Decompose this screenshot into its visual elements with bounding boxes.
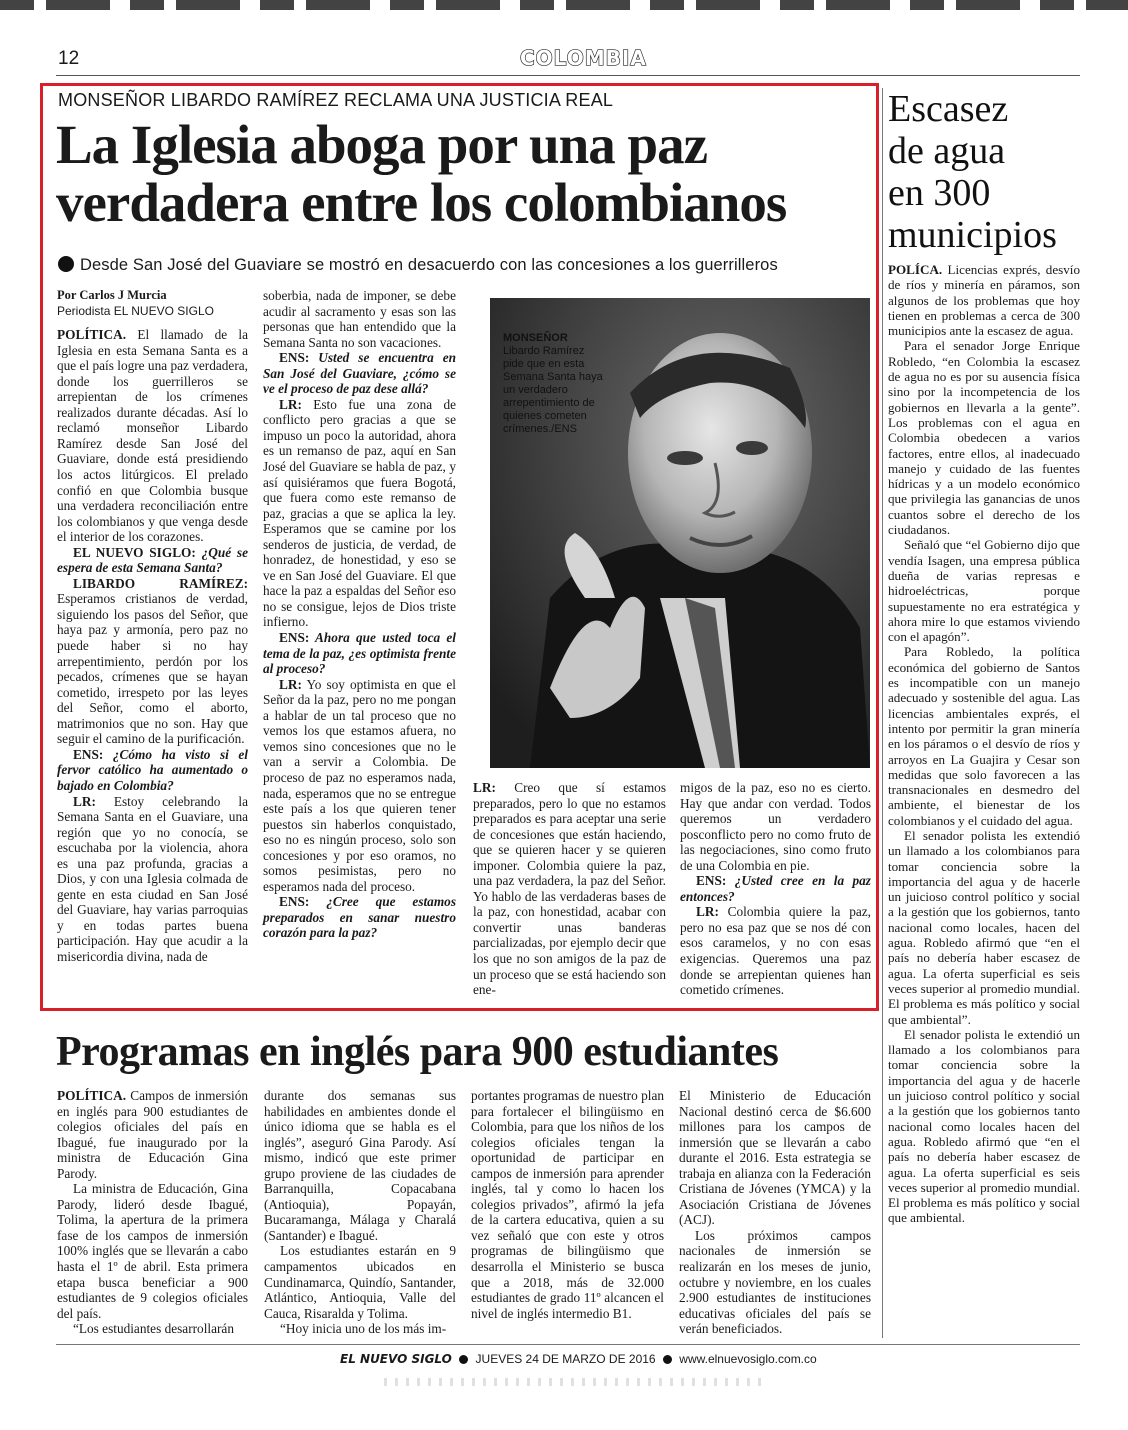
paragraph <box>263 288 456 350</box>
paragraph <box>473 780 666 998</box>
paragraph-lead: LR: <box>696 904 719 920</box>
bottom-headline: Programas en inglés para 900 estudiantes <box>56 1029 779 1075</box>
paragraph-text: Colombia quiere la paz, pero no esa paz que se nos dé con esos caramelos, y no con esas exigencias. Queremos una paz donde se arrepientan quienes han cometido crímenes. <box>680 904 871 998</box>
paragraph-text: migos de la paz, eso no es cierto. Hay que andar con verdad. Todos queremos un verdadero posconflicto pero no como fruto de las negociaciones, sino como fruto de una Colombia en pie. <box>680 780 871 873</box>
footer-url: www.elnuevosiglo.com.co <box>679 1352 817 1366</box>
paragraph-lead: LIBARDO RAMÍREZ: <box>73 575 248 591</box>
paragraph-text: El Ministerio de Educación Nacional destinó cerca de $6.600 millones para los campos de inmersión que se llevarán a cabo durante el 2016. Esta estrategia se trabaja en alianza con la Federación Cristiana de Jóvenes (YMCA) y la Asociación Cristiana de Jóvenes (ACJ). <box>679 1088 871 1228</box>
footer-logo: EL NUEVO SIGLO <box>340 1352 452 1366</box>
paragraph <box>263 630 456 677</box>
paragraph-text: Esto fue una zona de conflicto pero gracias a que se impuso un poco la autoridad, ahora es un remanso de paz, aquí en San José del Guaviare se habla de paz, y así quisiéramos que fuera Bogotá, que fuera como este remanso de paz, gracias a que se aplica la ley. Esperamos que se camine por los senderos de justicia, de verdad, de honradez, de honestidad, y eso se ve en San José del Guaviare. El que hace la paz a espaldas del Señor eso no se consigue, lejos de Dios triste infierno. <box>263 396 456 630</box>
main-col-3 <box>473 780 666 998</box>
bullet-icon <box>58 256 74 272</box>
paragraph <box>888 1027 1080 1226</box>
paragraph <box>263 677 456 895</box>
footer <box>340 1352 817 1366</box>
paragraph-lead: LR: <box>473 780 496 795</box>
headline-line-2: verdadera entre los colombianos <box>56 172 787 233</box>
paragraph <box>263 894 456 941</box>
paragraph-lead: ENS: <box>279 630 310 646</box>
paragraph-text: “Hoy inicia uno de los más im- <box>280 1321 447 1337</box>
side-headline <box>888 88 1088 256</box>
paragraph-text: El llamado de la Iglesia en esta Semana Santa es a que el país logre una paz verdadera, donde los guerrilleros se arrepientan de los crímenes realizados durante décadas. Así lo reclamó monseñor Libardo Ramírez desde San José del Guaviare, donde está presidiendo los actos litúrgicos. El prelado confió en que Colombia busque una verdadera reconciliación entre los colombianos y que venga desde el interior de los corazones. <box>57 327 248 545</box>
paragraph-text: durante dos semanas sus habilidades en ambientes donde el único idioma que se habla es el inglés”, aseguró Gina Parody. Así mismo, indicó que este primer grupo proviene de las ciudades de Barranquilla, Copacabana (Antioquia), Popayán, Bucaramanga, Málaga y Charalá (Santander) e Ibagué. <box>264 1088 456 1243</box>
paragraph-lead: POLÍTICA. <box>57 327 127 343</box>
paragraph-lead: LR: <box>279 676 302 692</box>
headline-line-1: La Iglesia aboga por una paz <box>56 114 707 175</box>
paragraph <box>888 828 1080 1027</box>
paragraph <box>57 576 248 747</box>
photo-caption <box>503 332 603 436</box>
paragraph <box>57 747 248 794</box>
section-title: COLOMBIA <box>520 46 647 70</box>
paragraph <box>57 1321 248 1337</box>
main-col-2-body <box>263 288 456 941</box>
interview-question: ¿Cree que estamos preparados en sanar nuestro corazón para la paz? <box>263 894 456 941</box>
paragraph <box>57 1088 248 1181</box>
footer-scan-marks <box>384 1378 764 1386</box>
bottom-col-4-body <box>679 1088 871 1337</box>
paragraph-text: Campos de inmersión en inglés para 900 estudiantes de colegios oficiales del país en Ibagué, fue inaugurado por la ministra de Educación Gina Parody. <box>57 1088 248 1181</box>
paragraph-lead: POLÍTICA. <box>57 1088 127 1103</box>
paragraph <box>57 1181 248 1321</box>
footer-bullet-icon <box>663 1355 672 1364</box>
paragraph-text: La ministra de Educación, Gina Parody, lideró desde Ibagué, Tolima, la apertura de la primera fase de los campos de inmersión 100% inglés que se llevarán a cabo hasta el 1º de abril. Esta primera etapa busca beneficiar a 900 estudiantes de 9 colegios oficiales del país. <box>57 1181 248 1321</box>
paragraph-lead: ENS: <box>696 873 727 889</box>
main-col-2 <box>263 288 456 941</box>
paragraph-text: Los próximos campos nacionales de inmersión se realizarán en los meses de junio, octubre y noviembre, en los cuales 2.900 estudiantes de instituciones educativas oficiales del país se verán beneficiados. <box>679 1227 871 1337</box>
side-column-rule <box>882 88 883 1338</box>
interview-question: ¿Usted cree en la paz entonces? <box>680 873 871 904</box>
paragraph <box>57 327 248 545</box>
paragraph-text: Yo soy optimista en que el Señor da la paz, pero no me pongan a hablar de un tal proceso que no vemos los que estamos afuera, no vemos sino concesiones que no le van a servir a Colombia. De proceso de paz no esperamos nada, nada, esperamos que no se entregue este país a los que quieren tener puestos sin haberlos conquistado, eso no es ningún proceso, solo son concesiones y por eso oramos, no somos pesimistas, pero no esperamos nada del proceso. <box>263 676 456 894</box>
main-col-4 <box>680 780 871 998</box>
top-edge-scan-marks <box>0 0 1128 10</box>
main-col-1-body <box>57 327 248 964</box>
paragraph-text: Para el senador Jorge Enrique Robledo, “en Colombia la escasez de agua no es por su ausencia física sino por la incompetencia de los gobiernos en llevarla a la gente”. Los problemas con el agua en Colombia obedecen a varios factores, entre ellos, al inadecuado manejo y cuidado de las fuentes hídricas y a un modelo económico que privilegia las ganancias de unos cuantos sobre el derecho de los ciudadanos. <box>888 338 1080 538</box>
paragraph-text: El senador polista les extendió un llamado a los colombianos para tomar conciencia sobre la importancia del agua y de hacerle un juicioso control político y social a la gestión que los gobiernos, tanto nacional como locales, hacen del agua. Robledo afirmó que “en el país no debería haber escasez de agua. La oferta superficial es seis veces superior al promedio mundial. El problema es más político y social que ambiental”. <box>888 827 1080 1027</box>
paragraph <box>264 1088 456 1243</box>
side-headline-line-4: municipios <box>888 214 1057 256</box>
bottom-col-2 <box>264 1088 456 1337</box>
paragraph <box>471 1088 664 1321</box>
interview-question: ¿Qué se espera de esta Semana Santa? <box>57 544 248 576</box>
page-number: 12 <box>58 48 80 69</box>
paragraph-lead: LR: <box>279 396 302 412</box>
paragraph-text: soberbia, nada de imponer, se debe acudir al sacramento y esas son las personas que han entendido que la Semana Santa no son vacaciones. <box>263 288 456 350</box>
paragraph-lead: ENS: <box>279 350 310 366</box>
paragraph <box>888 644 1080 828</box>
paragraph <box>680 904 871 997</box>
paragraph-lead: POLÍCA. <box>888 262 943 277</box>
paragraph-text: Creo que sí estamos preparados, pero lo que no estamos preparados es para aceptar una serie de concesiones que están haciendo, que se quieren hacer y se quieren imponer. Colombia quiere la paz, una paz verdadera, la paz del Señor. Yo hablo de las verdaderas bases de la paz, con honestidad, acabar con convertir unas banderas parcializadas, por ejemplo decir que los que no son amigos de la paz de un proceso que se está haciendo son ene- <box>473 780 666 998</box>
article-headline <box>56 116 876 232</box>
deck-text: Desde San José del Guaviare se mostró en desacuerdo con las concesiones a los guerrilleros <box>80 256 778 274</box>
bottom-col-1 <box>57 1088 248 1337</box>
bottom-col-2-body <box>264 1088 456 1337</box>
main-col-4-body <box>680 780 871 998</box>
article-deck <box>58 256 778 275</box>
paragraph <box>264 1243 456 1321</box>
footer-date: JUEVES 24 DE MARZO DE 2016 <box>475 1352 656 1366</box>
paragraph-lead: EL NUEVO SIGLO: <box>73 544 196 560</box>
paragraph-lead: LR: <box>73 793 96 809</box>
interview-question: ¿Cómo ha visto si el fervor católico ha aumentado o bajado en Colombia? <box>57 746 248 793</box>
bottom-col-1-body <box>57 1088 248 1337</box>
side-headline-line-1: Escasez <box>888 88 1009 130</box>
paragraph <box>888 262 1080 338</box>
paragraph-text: portantes programas de nuestro plan para fortalecer el bilingüismo en Colombia, para que los niños de los colegios oficiales tengan la oportunidad de participar en campos de inmersión para aprender inglés, tal y como lo hacen los colegios privados”, afirmó la jefa de la cartera educativa, quien a su vez señaló que con este y otros programas de bilingüismo que desarrolla el Ministerio se busca que a 2018, más de 32.000 estudiantes de grado 11º alcancen el nivel de inglés intermedio B1. <box>471 1088 664 1321</box>
paragraph-text: Estoy celebrando la Semana Santa en el Guaviare, una región que yo no conocía, se escuchaba por la violencia, ahora es una paz profunda, gracias a Dios, y con una Iglesia colmada de gente en esta ciudad en San José del Guaviare, hay varias parroquias y en todas partes buena participación. Hay que acudir a la misericordia divina, nada de <box>57 793 248 964</box>
article-kicker: MONSEÑOR LIBARDO RAMÍREZ RECLAMA UNA JUSTICIA REAL <box>58 90 614 110</box>
paragraph-text: Los estudiantes estarán en 9 campamentos ubicados en Cundinamarca, Quindío, Santander, Atlántico, Antioquia, Valle del Cauca, Risaralda y Tolima. <box>264 1243 456 1321</box>
main-col-3-body <box>473 780 666 998</box>
paragraph <box>888 537 1080 644</box>
paragraph <box>680 873 871 904</box>
side-headline-line-3: en 300 <box>888 172 991 214</box>
main-col-1 <box>57 288 248 965</box>
paragraph <box>679 1088 871 1228</box>
byline: Por Carlos J Murcia <box>57 288 167 302</box>
side-article-body <box>888 262 1080 1226</box>
paragraph-text: Esperamos cristianos de verdad, siguiendo los pasos del Señor, que haya paz y armonía, pero paz no puede haber si no hay arrepentimiento, perdón por los pecados, crímenes que se hayan cometido, irrespeto por las leyes del Señor, como el aborto, matrimonios que no son. Hay que seguir el camino de la purificación. <box>57 591 248 747</box>
paragraph <box>264 1321 456 1337</box>
interview-question: Ahora que usted toca el tema de la paz, ¿es optimista frente al proceso? <box>263 630 456 677</box>
paragraph <box>680 780 871 873</box>
bottom-col-3-body <box>471 1088 664 1321</box>
paragraph-text: “Los estudiantes desarrollarán <box>73 1321 234 1337</box>
side-body-paragraphs <box>888 262 1080 1226</box>
paragraph-text: Para Robledo, la política económica del gobierno de Santos es incompatible con un manejo adecuado y sostenible del agua. Las licencias ambientales exprés, el intento por permitir la gran minería en los páramos o el desvío de ríos y arroyos en La Guajira y Cesar son medidas que solo favorecen a las transnacionales en desmedro del ambiente, el bienestar de los colombianos y el cuidado del agua. <box>888 644 1080 828</box>
paragraph-text: Señaló que “el Gobierno dijo que vendía Isagen, una empresa pública dueña de varias represas e hidroeléctricas, porque supuestamente no era estratégica y ahora mire lo que estamos viviendo con el apagón”. <box>888 537 1080 645</box>
caption-title: MONSEÑOR <box>503 332 568 344</box>
paragraph-lead: ENS: <box>279 894 310 910</box>
header-rule <box>56 75 1080 76</box>
paragraph <box>888 338 1080 537</box>
paragraph <box>57 794 248 965</box>
paragraph <box>679 1228 871 1337</box>
interview-question: Usted se encuentra en San José del Guaviare, ¿cómo se ve el proceso de paz dese allá? <box>263 350 456 397</box>
paragraph <box>263 397 456 630</box>
bottom-col-4 <box>679 1088 871 1337</box>
paragraph <box>263 350 456 397</box>
paragraph <box>57 545 248 576</box>
footer-bullet-icon <box>459 1355 468 1364</box>
paragraph-lead: ENS: <box>73 746 104 762</box>
bottom-col-3 <box>471 1088 664 1321</box>
paragraph-text: Licencias exprés, desvío de ríos y minería en páramos, son algunos de los problemas que hoy tienen en problemas a cerca de 300 municipios ante la escasez de agua. <box>888 262 1080 339</box>
paragraph-text: El senador polista le extendió un llamado a los colombianos para tomar conciencia sobre la importancia del agua y de hacerle un juicioso control político y social a la gestión que los gobiernos tanto nacional como locales hacen del agua. Robledo afirmó que “en el país no debería haber escasez de agua. La oferta superficial es seis veces superior al promedio mundial. El problema es más político y social que ambiental. <box>888 1026 1080 1226</box>
side-headline-line-2: de agua <box>888 130 1006 172</box>
footer-rule <box>56 1344 1080 1345</box>
byline-role: Periodista EL NUEVO SIGLO <box>57 303 214 318</box>
caption-text: Libardo Ramírez pide que en esta Semana Santa haya un verdadero arrepentimiento de quienes cometen crímenes./ENS <box>503 345 603 435</box>
